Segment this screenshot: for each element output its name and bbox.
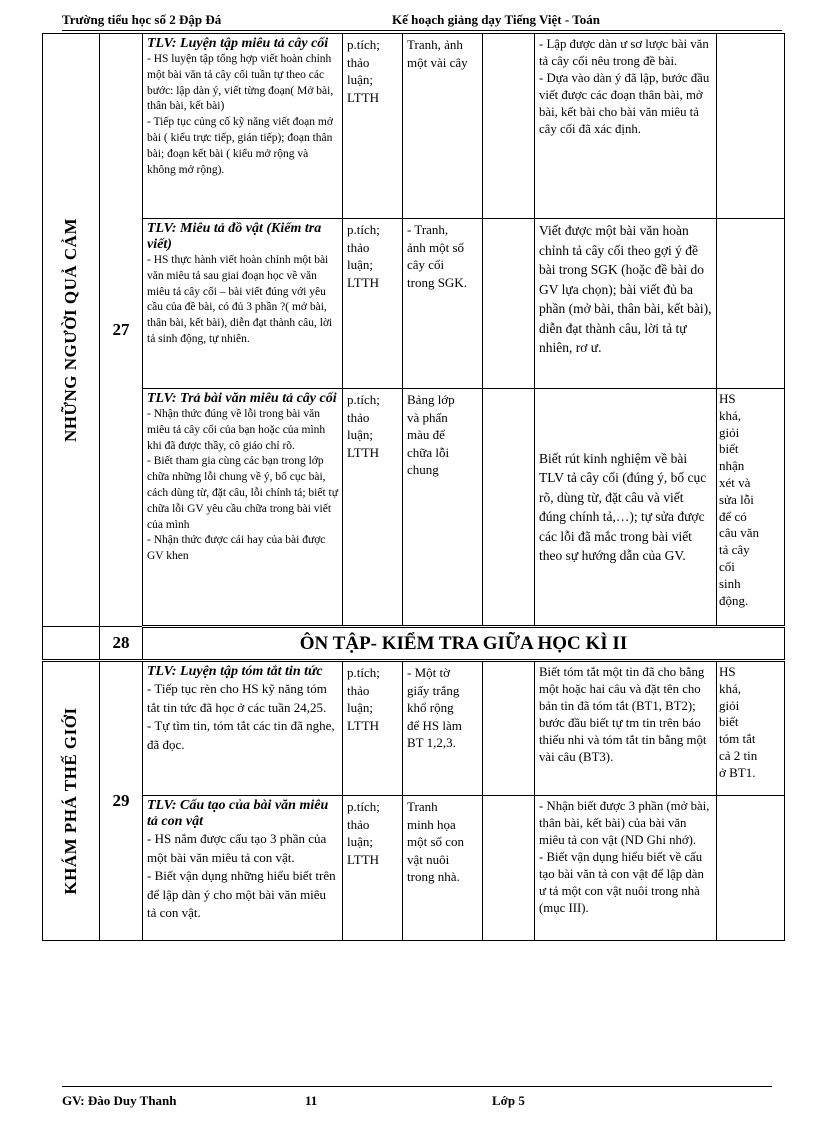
lesson-materials: - Tranh, ảnh một số cây cối trong SGK. bbox=[403, 219, 483, 389]
lesson-content: - HS luyện tập tổng hợp viết hoàn chỉnh một bài văn tả cây cối tuần tự theo các bước: lập dàn ý, viết từng đoạn( Mở bài, thân bài, kết bài) - Tiếp tục củng cố kỹ năng viết đoạn mở bài ( kiểu trực tiếp, gián tiếp); đoạn thân bài; đoạn kết bài ( kiểu mở rộng và không mở rộng). bbox=[147, 53, 334, 176]
page-footer bbox=[62, 1086, 772, 1107]
empty-cell bbox=[483, 389, 535, 627]
table-row bbox=[43, 389, 785, 627]
empty-cell bbox=[483, 219, 535, 389]
theme-label: KHÁM PHÁ THẾ GIỚI bbox=[61, 707, 80, 895]
page-number: 11 bbox=[305, 1093, 318, 1108]
theme-cell bbox=[43, 661, 100, 941]
week-number: 27 bbox=[100, 34, 143, 627]
lesson-materials: Bảng lớp và phấn màu để chữa lỗi chung bbox=[403, 389, 483, 627]
lesson-note bbox=[717, 796, 785, 941]
page-header bbox=[62, 12, 782, 31]
lesson-plan-table bbox=[42, 33, 785, 941]
lesson-goal: - Nhận biết được 3 phần (mở bài, thân bài, kết bài) của bài văn miêu tả con vật (ND Ghi nhớ). - Biết vận dụng hiểu biết về cấu tạo bài văn tả con vật để lập dàn ư tả một con vật nuôi trong nhà (mục III). bbox=[535, 796, 717, 941]
table-row bbox=[43, 219, 785, 389]
week-number: 29 bbox=[100, 661, 143, 941]
lesson-materials: - Một tờ giấy trắng khổ rộng để HS làm BT 1,2,3. bbox=[403, 661, 483, 796]
lesson-cell bbox=[143, 219, 343, 389]
lesson-content: - HS thực hành viết hoàn chỉnh một bài văn miêu tả sau giai đoạn học về văn miêu tả cây cối – bài viết đúng với yêu cầu của đề bài, có đủ 3 phần ?( mở bài, thân bài, kết bài), diễn đạt thành câu, lời tả sinh động, tự nhiên. bbox=[147, 254, 333, 345]
plan-title: Kế hoạch giảng dạy Tiếng Việt - Toán bbox=[392, 12, 600, 27]
lesson-methods: p.tích; thảo luận; LTTH bbox=[343, 219, 403, 389]
week-number: 28 bbox=[100, 627, 143, 661]
lesson-cell bbox=[143, 796, 343, 941]
lesson-goal: Biết tóm tắt một tin đã cho bằng một hoặc hai câu và đặt tên cho bản tin đã tóm tắt (BT1, BT2); bước đầu biết tự tm tin trên báo thiếu nhi và tóm tắt tin bằng một vài câu (BT3). bbox=[535, 661, 717, 796]
table-row bbox=[43, 796, 785, 941]
school-name: Trường tiểu học số 2 Đập Đá bbox=[62, 12, 222, 27]
lesson-goal: - Lập được dàn ư sơ lược bài văn tả cây cối nêu trong đề bài. - Dựa vào dàn ý đã lập, bước đầu viết được các đoạn thân bài, mở bài, kết bài cho bài văn miêu tả cây cối đã xác định. bbox=[535, 34, 717, 219]
lesson-materials: Tranh minh họa một số con vật nuôi trong nhà. bbox=[403, 796, 483, 941]
lesson-goal: Viết được một bài văn hoàn chỉnh tả cây cối theo gợi ý đề bài trong SGK (hoặc đề bài do GV lựa chọn); bài viết đủ ba phần (mở bài, thân bài, kết bài), diễn đạt thành câu, lời tả tự nhiên, rơ ư. bbox=[535, 219, 717, 389]
table-row bbox=[43, 34, 785, 219]
lesson-title: TLV: Cấu tạo của bài văn miêu tả con vật bbox=[147, 798, 329, 829]
lesson-methods: p.tích; thảo luận; LTTH bbox=[343, 796, 403, 941]
empty-cell bbox=[43, 627, 100, 661]
lesson-title: TLV: Trả bài văn miêu tả cây cối bbox=[147, 391, 337, 406]
table-row bbox=[43, 661, 785, 796]
lesson-note bbox=[717, 34, 785, 219]
lesson-note bbox=[717, 219, 785, 389]
lesson-title: TLV: Luyện tập tóm tắt tin tức bbox=[147, 664, 323, 679]
lesson-methods: p.tích; thảo luận; LTTH bbox=[343, 661, 403, 796]
lesson-content: - HS nắm được cấu tạo 3 phần của một bài văn miêu tả con vật. - Biết vận dụng những hiểu biết trên để lập dàn ý cho một bài văn miêu tả con vật. bbox=[147, 831, 336, 920]
lesson-title: TLV: Luyện tập miêu tả cây cối bbox=[147, 36, 329, 51]
lesson-content: - Nhận thức đúng về lỗi trong bài văn miêu tả cây cối của bạn hoặc của mình khi đã được thầy, cô giáo chỉ rõ. - Biết tham gia cùng các bạn trong lớp chữa những lỗi chung về ý, bố cục bài, cách dùng từ, đặt câu, lỗi chính tả; biết tự chữa lỗi GV yêu cầu chữa trong bài viết của mình - Nhận thức được cái hay của bài được GV khen bbox=[147, 408, 338, 563]
lesson-goal: Biết rút kinh nghiệm về bài TLV tả cây cối (đúng ý, bố cục rõ, dùng từ, đặt câu và viết đúng chính tả,…); tự sửa được các lỗi đã mắc trong bài viết theo sự hướng dẫn của GV. bbox=[535, 389, 717, 627]
grade-label: Lớp 5 bbox=[492, 1093, 525, 1108]
table-row bbox=[43, 627, 785, 661]
lesson-methods: p.tích; thảo luận; LTTH bbox=[343, 389, 403, 627]
lesson-title: TLV: Miêu tả đồ vật (Kiểm tra viết) bbox=[147, 221, 322, 252]
lesson-note: HS khá, giỏi biết tóm tắt cả 2 tin ở BT1. bbox=[717, 661, 785, 796]
theme-label: NHỮNG NGƯỜI QUẢ CẢM bbox=[61, 217, 80, 443]
theme-cell bbox=[43, 34, 100, 627]
lesson-cell bbox=[143, 34, 343, 219]
lesson-methods: p.tích; thảo luận; LTTH bbox=[343, 34, 403, 219]
lesson-cell bbox=[143, 389, 343, 627]
lesson-materials: Tranh, ảnh một vài cây bbox=[403, 34, 483, 219]
lesson-cell bbox=[143, 661, 343, 796]
empty-cell bbox=[483, 796, 535, 941]
lesson-note: HS khá, giỏi biết nhận xét và sửa lỗi để có câu văn tả cây cối sinh động. bbox=[717, 389, 785, 627]
review-title: ÔN TẬP- KIỂM TRA GIỮA HỌC KÌ II bbox=[143, 627, 785, 661]
teacher-name: GV: Đào Duy Thanh bbox=[62, 1093, 177, 1108]
empty-cell bbox=[483, 661, 535, 796]
lesson-content: - Tiếp tục rèn cho HS kỹ năng tóm tắt tin tức đã học ở các tuần 24,25. - Tự tìm tin, tóm tắt các tin đã nghe, đã đọc. bbox=[147, 681, 335, 752]
empty-cell bbox=[483, 34, 535, 219]
